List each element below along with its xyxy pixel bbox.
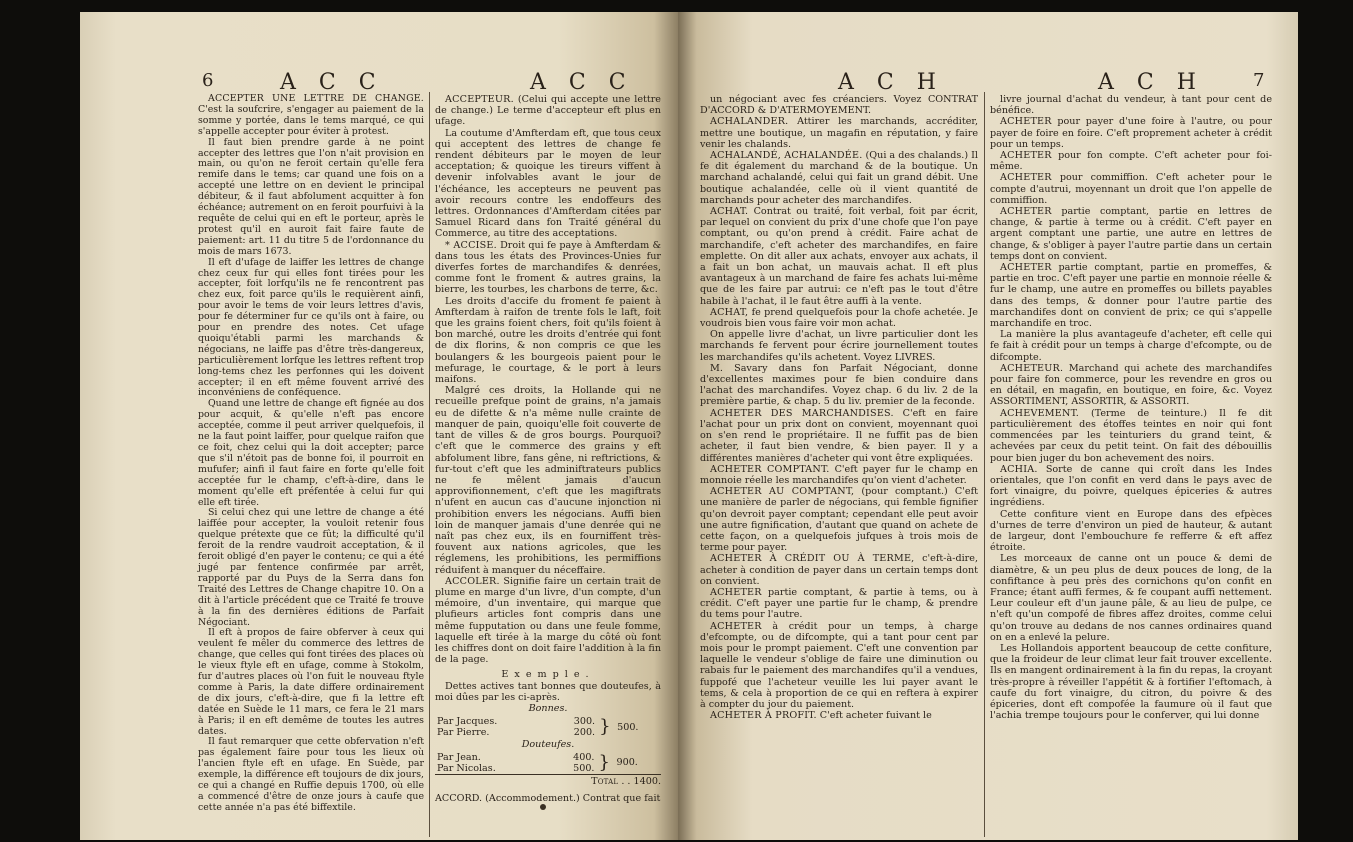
entry-text: (Terme de teinture.) Il fe dit particulièrement des étoffes teintes en noir qui font commencées par les teinturiers du grand teint, & achevées par ceux du petit teint. On fait des débouillis pour bien juger du bon achevement des noirs. [990,407,1272,464]
entry-text: C'eft en faire l'achat pour un prix dont on convient, moyennant quoi on s'en rend le propriétaire. Il ne fuffit pas de bien acheter, il faut bien vendre, & bien payer. Il y a différentes manières d'acheter qui vont être expliquées. [700,407,978,464]
entry-text: livre journal d'achat du vendeur, à tant pour cent de bénéfice. [990,94,1272,117]
debt-amount: 400. [573,751,595,763]
entry-text: Il eft à propos de faire obferver à ceux qui veulent fe mêler du commerce des lettres de change, que celles qui font tirées des places où le vieux ftyle eft en ufage, comme à Stokolm, fur d'autres places où l'on fuit le nouveau ftyle comme à Paris, la date differe ordinairement de dix jours, c'eft-à-dire, que fi la lettre eft datée en Suède le 11 mars, ce fera le 21 mars à Paris; il en eft demême de toutes les autres dates. [198,627,424,737]
column-divider [984,92,985,837]
entry-text: Malgré ces droits, la Hollande qui ne recueille prefque point de grains, n'a jamais eu de difette & n'a même nulle crainte de manquer de pain, quoiqu'elle foit couverte de tant de villes & de gros bourgs. Pourquoi? c'eft que le commerce des grains y eft abfolument libre, fans gêne, ni reftrictions, & fur-tout c'eft que les adminiftrateurs publics ne fe mêlent jamais d'aucun approvifionnement, c'eft que les magiftrats n'ufent en aucun cas d'aucune injonction ni prohibition envers les négocians. Auffi bien loin de manquer jamais d'une denrée qui ne naît pas chez eux, ils en fourniffent très-fouvent aux nations agricoles, que les réglemens, les prohibitions, les permiffions réduifent à manquer du néceffaire. [435,385,661,576]
entry-headword: ACHETER [1000,262,1052,274]
entry-headword: ACHETEUR. [1000,362,1064,374]
total-line: Total . . 1400. [435,774,661,787]
entry-text: Il faut remarquer que cette obfervation n'eft pas également faire pour tous les lieux où l'ancien ftyle eft en ufage. En Suède, par exemple, la différence eft toujours de dix jours, ce qui a changé en Ruffie depuis 1700, où elle a commencé d'être de onze jours à caufe que cette année n'a pas été biffextile. [198,736,424,813]
entry-text: (Qui a des chalands.) Il fe dit également du marchand & de la boutique. Un marchand achalandé, celui qui fait un grand débit. Une boutique achalandée, celle où il vient quantité de marchands pour acheter des marchandifes. [700,150,979,206]
entry-text: Les droits d'accife du froment fe paient à Amfterdam à raifon de trente fols le laft, foit que les grains foient chers, foit qu'ils foient à bon marché, outre les droits d'entrée qui font de dix florins, & non compris ce que les boulangers & les bourgeois paient pour le mefurage, le courtage, & le port à leurs maifons. [435,295,661,386]
entry-text: un négociant avec fes créanciers. Voyez CONTRAT D'ACCORD & D'ATERMOYEMENT. [700,94,978,117]
dictionary-entry [700,553,978,587]
dictionary-entry [990,363,1272,408]
good-debts-label: Bonnes. [528,702,568,714]
entry-headword: ACHEVEMENT. [1000,407,1080,419]
entry-headword: * ACCISE. [445,239,497,251]
dictionary-entry [990,94,1272,116]
dictionary-entry [198,94,424,138]
dictionary-entry [198,628,424,737]
dictionary-entry [700,408,978,464]
entry-headword: ACHETER [710,586,762,598]
dictionary-entry [700,329,978,363]
right-running-head-2: A C H [1098,70,1204,95]
doubtful-debts-sum: 900. [616,757,638,769]
example-intro: Dettes actives tant bonnes que douteufes, à moi dûes par les ci-après. [435,680,661,703]
good-debts-table [435,716,661,738]
left-page-number: 6 [202,70,214,91]
dictionary-entry [990,172,1272,206]
debtor-name: Par Jacques. [437,716,498,728]
entry-text: Cette confiture vient en Europe dans des efpèces d'urnes de terre d'environ un pied de hauteur, & autant de largeur, dont l'embouchure fe refferre & eft affez étroite. [990,508,1272,554]
dictionary-entry [700,587,978,621]
right-column-1 [700,94,978,721]
dictionary-entry [700,94,978,116]
entry-text: C'eft payer fur le champ en monnoie réelle les marchandifes qu'on vient d'acheter. [700,463,978,486]
left-column-2 [435,94,661,805]
dictionary-entry [700,307,978,329]
entry-headword: ACHALANDER. [710,116,789,128]
entry-text: C'eft acheter fuivant le [819,710,932,722]
brace-icon: } [599,716,611,738]
entry-headword: ACHETER [1000,116,1052,128]
entry-text: Quand une lettre de change eft fignée au dos pour acquit, & qu'elle n'eft pas encore acceptée, comme il peut arriver quelquefois, il ne la faut point laiffer, pour quelque raifon que ce foit, chez celui qui la doit accepter; parce que s'il n'étoit pas de bonne foi, il pourroit en mufufer; ainfi il faut faire en forte qu'elle foit acceptée fur le champ, c'eft-à-dire, dans le moment qu'elle eft préfentée à celui fur qui elle eft tirée. [198,398,424,508]
dictionary-entry [700,206,978,307]
dictionary-entry [198,258,424,400]
entry-headword: ACHETER À PROFIT. [710,710,817,722]
entry-text: Marchand qui achete des marchandifes pour faire fon commerce, pour les revendre en gros ou en détail, en magafin, en boutique, en foire, &c. Voyez ASSORTIMENT, ASSORTIR, & ASSORTI. [990,362,1272,408]
left-column-1 [198,94,424,814]
entry-text: Les morceaux de canne ont un pouce & demi de diamètre, & un peu plus de deux pouces de long, de la confiftance à peu près des cornichons qu'on confit en France; étant auffi fermes, & fe coupant auffi nettement. Leur couleur eft d'un jaune pâle, & au lieu de pulpe, ce n'eft qu'un compofé de fibres affez droites, comme celui qu'on trouve au dedans de nos cannes ordinaires quand on en a enlevé la pelure. [990,553,1272,643]
dictionary-entry [990,206,1272,262]
entry-text: M. Savary dans fon Parfait Négociant, donne d'excellentes maximes pour fe bien conduire dans l'achat des marchandifes. Voyez chap. 6 du liv. 2 de la première partie, & chap. 5 du liv. premier de la feconde. [700,362,978,408]
doubtful-debts-label: Douteufes. [521,738,575,750]
entry-headword: ACHETER [1000,150,1052,162]
right-page-number: 7 [1253,70,1265,91]
dictionary-entry [990,329,1272,363]
entry-text: c'eft-à-dire, acheter à condition de payer dans un certain temps dont on convient. [700,553,978,587]
debt-amount: 300. [573,716,596,728]
entry-text: Sorte de canne qui croît dans les Indes orientales, que l'on confit en verd dans le pays avec de fort vinaigre, du poivre, quelques épiceries & autres ingrédiens. [990,463,1272,509]
entry-text: partie comptant, partie en lettres de change, & partie à terme ou à crédit. C'eft payer en argent comptant une partie, une autre en lettres de change, & s'obliger à payer l'autre partie dans un certain temps dont on convient. [990,206,1272,262]
right-page [678,12,1298,840]
dictionary-entry [990,553,1272,643]
total-amount: 1400. [633,776,661,788]
entry-text: Attirer les marchands, accréditer, mettre une boutique, un magafin en réputation, y faire venir les chalands. [700,116,978,150]
entry-text: (Celui qui accepte une lettre de change.) Le terme d'accepteur eft plus en ufage. [435,94,661,128]
debtor-name: Par Pierre. [437,727,490,739]
dictionary-entry [990,509,1272,554]
entry-text: C'est la soufcrire, s'engager au paiement de la somme y portée, dans le tems marqué, ce qui s'appelle accepter pour éviter à protest. [198,103,424,137]
table-row [435,716,661,727]
dictionary-entry [700,150,978,206]
dictionary-entry [700,464,978,486]
dictionary-entry [990,408,1272,464]
entry-headword: ACHETER À CRÉDIT OU À TERME, [710,553,915,565]
dictionary-entry [700,710,978,721]
entry-headword: ACCOLER. [445,575,500,587]
entry-headword: ACHIA. [1000,463,1038,475]
dictionary-entry [700,363,978,408]
entry-headword: ACHETER AU COMPTANT, [710,486,855,498]
dictionary-entry [990,643,1272,721]
entry-text: La manière la plus avantageufe d'acheter, eft celle qui fe fait à crédit pour un temps à charge d'efcompte, ou de difcompte. [990,329,1272,363]
entry-text: (pour comptant.) C'eft une manière de parler de négocians, qui femble fignifier qu'on devroit payer comptant; cependant elle peut avoir une autre fignification, d'autant que quand on achete de cette façon, on a quelquefois jufques à trois mois de terme pour payer. [700,486,978,554]
entry-text: pour fon compte. C'eft acheter pour foi-même. [990,150,1272,173]
entry-text: Il faut bien prendre garde à ne point accepter des lettres que l'on n'ait provision en main, ou qu'on ne feroit certain qu'elle fera remife dans le tems; car quand une fois on a accepté une lettre on en devient le principal débiteur, & il faut abfolument acquitter à fon échéance; autrement on en feroit pourfuivi à la requête de celui qui en eft le porteur, après le protest qu'il en auroit fait faire faute de paiement: art. 11 du titre 5 de l'ordonnance du mois de mars 1673. [198,136,424,257]
left-running-head: A C C [280,70,384,95]
entry-text: On appelle livre d'achat, un livre particulier dont les marchands fe fervent pour écrire journellement toutes les marchandifes qu'ils achetent. Voyez LIVRES. [700,329,978,363]
total-label: Total [591,776,619,788]
debt-amount: 500. [573,762,595,774]
entry-text: Contrat ou traité, foit verbal, foit par écrit, par lequel on convient du prix d'une chofe que l'on paye comptant, ou qu'on prend à crédit. Faire achat de marchandife, c'eft acheter des marchandifes, en faire emplette. On dit aller aux achats, envoyer aux achats, il a fait un bon achat, un mauvais achat. Il eft plus avantageux à un marchand de faire fes achats lui-même que de les faire par autrui: ce n'eft pas le tout d'être habile à l'achat, il le faut être auffi à la vente. [700,206,978,307]
dictionary-entry [700,621,978,711]
entry-headword: ACHETER DES MARCHANDISES. [710,407,894,419]
page-mark-dot [540,804,546,810]
open-book [80,12,1298,840]
entry-headword: ACHALANDÉ, ACHALANDÉE. [710,150,863,162]
doubtful-debts-table [435,752,661,774]
dictionary-entry [198,508,424,628]
entry-headword: ACCEPTEUR. [445,94,514,105]
dictionary-entry [435,385,661,575]
debt-amount: 200. [573,727,596,739]
left-page [80,12,678,840]
dictionary-entry [990,150,1272,172]
dictionary-entry [990,116,1272,150]
brace-icon: } [598,751,610,773]
entry-text: Les Hollandois apportent beaucoup de cette confiture, que la froideur de leur climat leur fait trouver excellente. Ils en mangent ordinairement à la fin du repas, la croyant très-propre à réveiller l'appétit & à fortifier l'eftomach, à caufe du fort vinaigre, du citron, du poivre & des épiceries, dont eft compofée la faumure où il faut que l'achia trempe toujours pour le conferver, qui lui donne [990,642,1272,722]
dictionary-entry [435,94,661,128]
accord-entry: ACCORD. (Accommodement.) Contrat que fait [435,793,661,805]
dictionary-entry [435,296,661,386]
entry-text: La coutume d'Amfterdam eft, que tous ceux qui acceptent des lettres de change fe rendent débiteurs par le moyen de leur acceptation; & quoique les tireurs viffent à devenir infolvables avant le jour de l'échéance, les accepteurs ne peuvent pas avoir recours contre les endoffeurs des lettres. Ordonnances d'Amfterdam citées par Samuel Ricard dans fon Traité général du Commerce, au titre des acceptations. [435,127,661,240]
dictionary-entry [435,240,661,296]
dictionary-entry [435,576,661,666]
entry-text: pour payer d'une foire à l'autre, ou pour payer de foire en foire. C'eft proprement acheter à crédit pour un temps. [990,116,1272,150]
entry-text: Il eft d'ufage de laiffer les lettres de change chez ceux fur qui elles font tirées pour les accepter, foit lorfqu'ils ne fe rencontrent pas chez eux, foit parce qu'ils le requièrent ainfi, pour avoir le tems de voir leurs lettres d'avis, pour fe déterminer fur ce qu'ils ont à faire, ou pour en prendre des notes. Cet ufage quoiqu'établi parmi les marchands & négocians, ne laiffe pas d'être très-dangereux, particulièrement lorfque les lettres reftent trop long-tems chez les perfonnes qui les doivent accepter; il en eft même fouvent arrivé des inconvéniens de conféquence. [198,256,424,399]
dictionary-entry [435,128,661,240]
entry-text: Signifie faire un certain trait de plume en marge d'un livre, d'un compte, d'un mémoire, d'un inventaire, qui marque que plufieurs articles font compris dans une même fupputation ou dans une feule fomme, laquelle eft tirée à la marge du côté où font les chiffres dont on doit faire l'addition à la fin de la page. [435,575,661,666]
dictionary-entry [700,486,978,553]
entry-text: à crédit pour un temps, à charge d'efcompte, ou de difcompte, qui a tant pour cent par mois pour le prompt paiement. C'eft une convention par laquelle le vendeur s'oblige de faire une diminution ou rabais fur le paiement des marchandifes qu'il a vendues, fuppofé que l'acheteur veuille les lui payer avant le tems, & cela à proportion de ce qui en reftera à expirer à compter du jour du paiement. [700,620,978,710]
entry-headword: ACHETER [710,620,762,632]
dictionary-entry [990,464,1272,509]
debtor-name: Par Jean. [437,751,481,763]
left-running-head-2: A C C [530,70,634,95]
debtor-name: Par Nicolas. [437,762,496,774]
entry-text: Si celui chez qui une lettre de change a été laiffée pour accepter, la vouloit retenir fous quelque prétexte que ce fût; la difficulté qu'il feroit de la rendre vaudroit acceptation, & il feroit obligé d'en payer le contenu; ce qui a été jugé par fentence confirmée par arrêt, rapporté par du Puys de la Serra dans fon Traité des Lettres de Change chapitre 10. On a dit à l'article précédent que ce Traité fe trouve à la fin des dernières éditions de Parfait Négociant. [198,507,424,628]
column-divider [429,92,430,837]
entry-text: Droit qui fe paye à Amfterdam & dans tous les états des Provinces-Unies fur diverfes fortes de marchandifes & denrées, comme font le froment & autres grains, la bierre, les tourbes, les charbons de terre, &c. [435,239,661,296]
table-row [435,752,661,763]
entry-headword: ACHAT, [710,306,749,318]
example-block [435,669,661,804]
entry-headword: ACHAT. [710,206,749,218]
right-column-2 [990,94,1272,721]
entry-headword: ACHETER COMPTANT. [710,463,830,475]
good-debts-sum: 500. [617,721,639,733]
example-label: Exemple. [501,669,595,681]
entry-text: pour commiffion. C'eft acheter pour le compte d'autrui, moyennant un droit que l'on appelle de commiffion. [990,172,1272,206]
right-running-head: A C H [838,70,944,95]
dictionary-entry [198,737,424,813]
entry-text: partie comptant, & partie à tems, ou à crédit. C'eft payer une partie fur le champ, & prendre du tems pour l'autre. [700,586,978,621]
dictionary-entry [700,116,978,150]
entry-headword: ACCEPTER UNE LETTRE DE CHANGE. [208,93,424,104]
dictionary-entry [990,262,1272,329]
entry-headword: ACHETER [1000,172,1052,184]
entry-text: fe prend quelquefois pour la chofe achetée. Je voudrois bien vous faire voir mon achat. [700,306,978,330]
dictionary-entry [198,399,424,508]
entry-text: partie comptant, partie en promeffes, & partie en troc. C'eft payer une partie en monnoie réelle & fur le champ, une autre en promeffes ou billets payables dans des temps, & donner pour l'autre partie des marchandifes dont on convient de prix; ce qui s'appelle marchandife en troc. [990,262,1272,330]
entry-headword: ACHETER [1000,206,1052,218]
dictionary-entry [198,138,424,258]
